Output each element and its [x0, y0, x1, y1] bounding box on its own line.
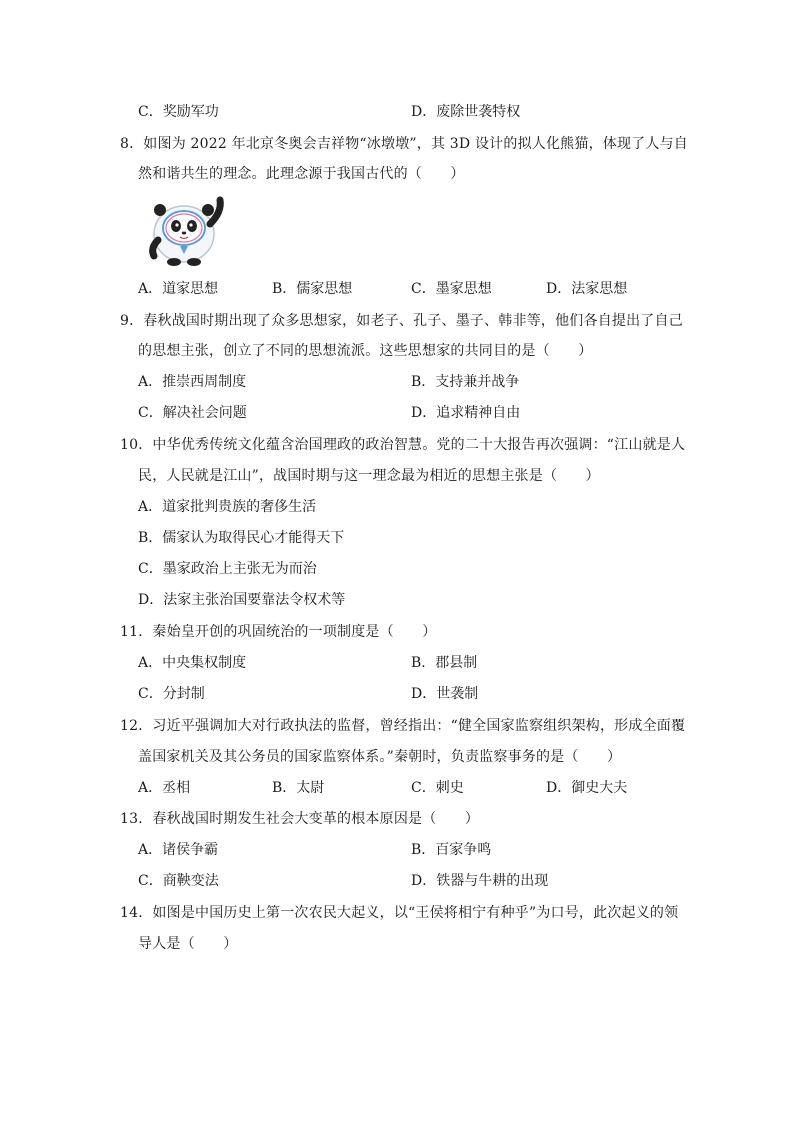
q9-option-d: D．追求精神自由 — [411, 405, 521, 421]
q11-option-b: B．郡县制 — [411, 655, 478, 671]
q14-stem-line1: 14．如图是中国历史上第一次农民大起义，以“王侯将相宁有种乎”为口号，此次起义的领 — [120, 905, 679, 921]
q8-stem-line1: 8．如图为 2022 年北京冬奥会吉祥物“冰墩墩”，其 3D 设计的拟人化熊猫，体现了人与自 — [120, 136, 688, 152]
q10-stem-line1: 10．中华优秀传统文化蕴含治国理政的政治智慧。党的二十大报告再次强调：“江山就是人 — [120, 437, 686, 453]
q9-option-c: C．解决社会问题 — [138, 405, 247, 421]
q8-option-d: D．法家思想 — [546, 281, 628, 297]
q12-option-b: B．太尉 — [272, 780, 325, 796]
q9-option-b: B．支持兼并战争 — [411, 374, 520, 390]
q12-option-c: C．刺史 — [411, 780, 464, 796]
q13-option-a: A．诸侯争霸 — [138, 842, 219, 858]
bing-dwen-dwen-mascot-image — [138, 194, 234, 268]
q10-stem-line2: 民，人民就是江山”，战国时期与这一理念最为相近的思想主张是（ ） — [138, 468, 600, 484]
q14-stem-line2: 导人是（ ） — [138, 936, 238, 952]
q8-stem-line2: 然和谐共生的理念。此理念源于我国古代的（ ） — [138, 166, 465, 182]
q10-option-d: D．法家主张治国要靠法令权术等 — [138, 592, 346, 608]
q12-stem-line1: 12．习近平强调加大对行政执法的监督，曾经指出：“健全国家监察组织架构，形成全面覆 — [120, 718, 686, 734]
q10-option-c: C．墨家政治上主张无为而治 — [138, 561, 317, 577]
q12-option-a: A．丞相 — [138, 780, 191, 796]
q12-option-d: D．御史大夫 — [546, 780, 628, 796]
q8-option-c: C．墨家思想 — [411, 281, 492, 297]
q10-option-a: A．道家批判贵族的奢侈生活 — [138, 499, 317, 515]
q11-option-c: C．分封制 — [138, 686, 205, 702]
q11-option-a: A．中央集权制度 — [138, 655, 247, 671]
q7-option-c: C．奖励军功 — [138, 104, 219, 120]
q13-stem-line1: 13．春秋战国时期发生社会大变革的根本原因是（ ） — [120, 811, 480, 827]
q13-option-d: D．铁器与牛耕的出现 — [411, 873, 549, 889]
q10-option-b: B．儒家认为取得民心才能得天下 — [138, 530, 345, 546]
q8-option-b: B．儒家思想 — [272, 281, 353, 297]
q11-option-d: D．世袭制 — [411, 686, 479, 702]
q11-stem-line1: 11．秦始皇开创的巩固统治的一项制度是（ ） — [120, 624, 437, 640]
q13-option-b: B．百家争鸣 — [411, 842, 492, 858]
q13-option-c: C．商鞅变法 — [138, 873, 219, 889]
q9-stem-line1: 9．春秋战国时期出现了众多思想家，如老子、孔子、墨子、韩非等，他们各自提出了自己 — [120, 313, 683, 329]
q9-stem-line2: 的思想主张，创立了不同的思想流派。这些思想家的共同目的是（ ） — [138, 343, 593, 359]
q12-stem-line2: 盖国家机关及其公务员的国家监察体系。”秦朝时，负责监察事务的是（ ） — [138, 749, 622, 765]
q9-option-a: A．推崇西周制度 — [138, 374, 247, 390]
q7-option-d: D．废除世袭特权 — [411, 104, 521, 120]
q8-option-a: A．道家思想 — [138, 281, 219, 297]
